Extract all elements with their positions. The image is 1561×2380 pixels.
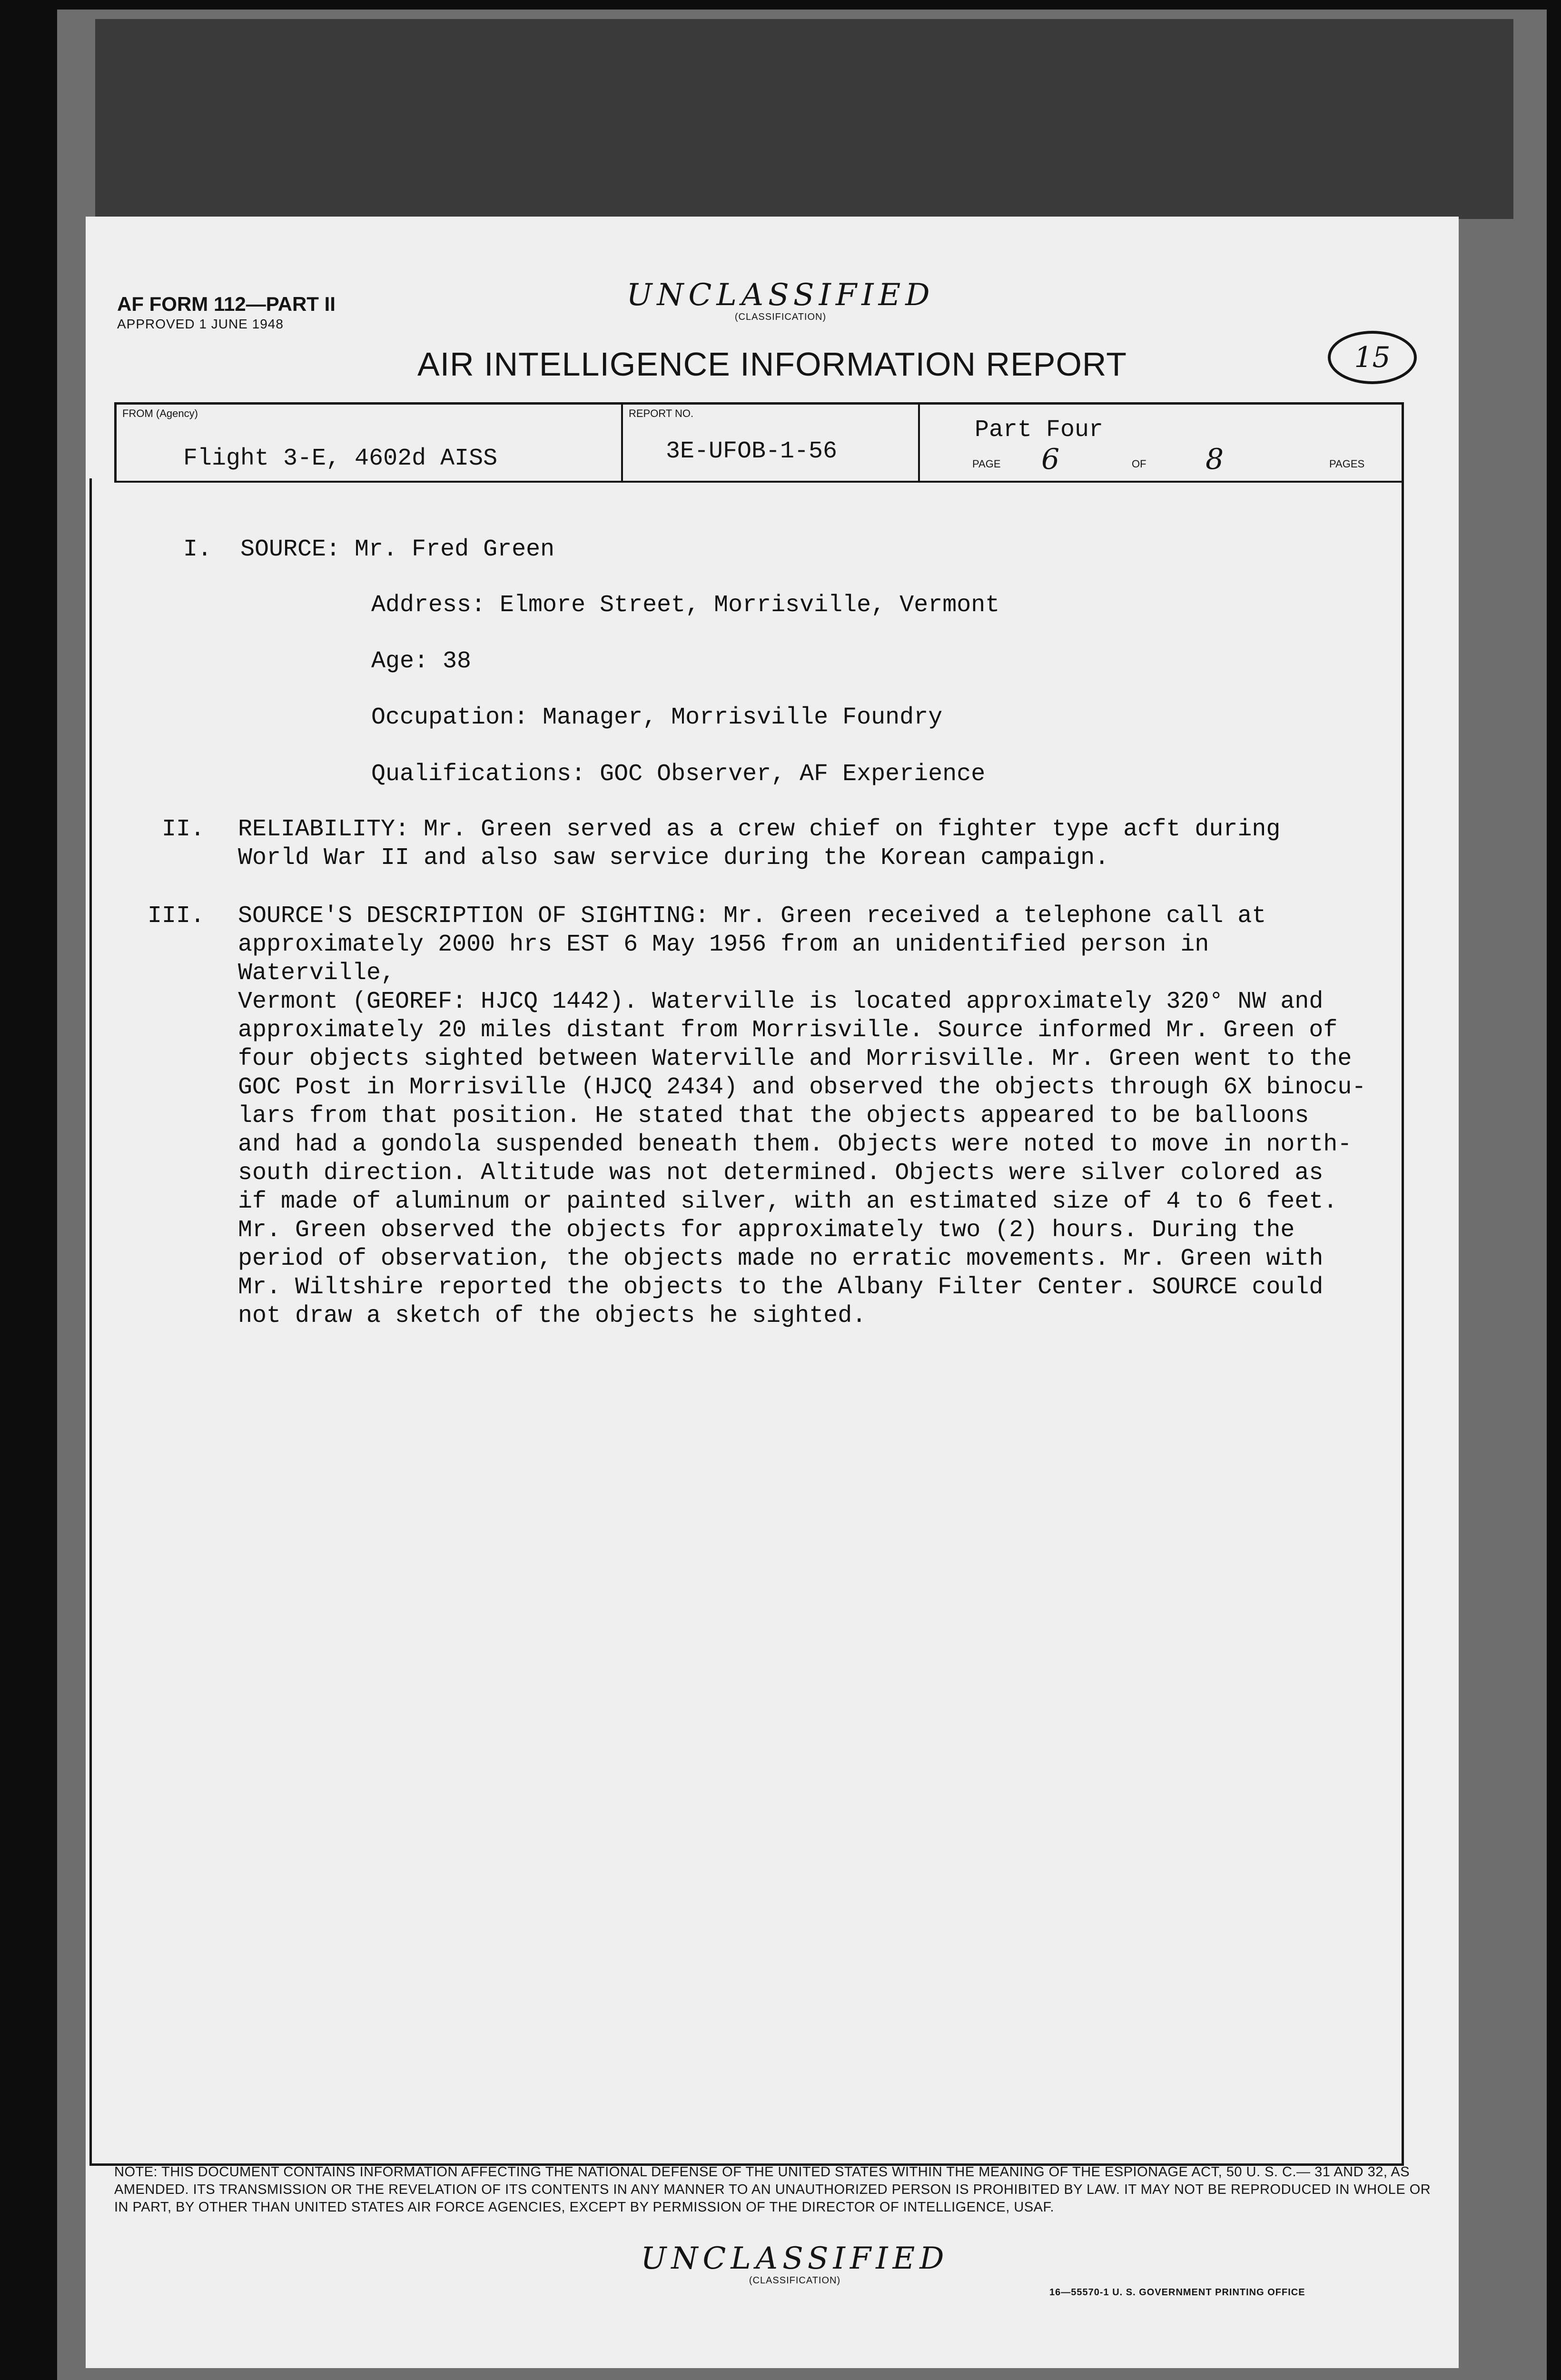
classification-top (566, 278, 995, 323)
form-approved-date: APPROVED 1 JUNE 1948 (117, 317, 284, 331)
report-title: AIR INTELLIGENCE INFORMATION REPORT (417, 346, 1127, 383)
report-page (86, 217, 1459, 2368)
espionage-act-notice: NOTE: THIS DOCUMENT CONTAINS INFORMATION AFFECTING THE NATIONAL DEFENSE OF THE UNITED STATES WITHIN THE MEANING OF THE ESPIONAGE ACT, 50 U. S. C.— 31 AND 32, AS AMENDED. ITS TRANSMISSION OR THE REVELATION OF ITS CONTENTS IN ANY MANNER TO AN UNAUTHORIZED PERSON IS PROHIBITED BY LAW. IT MAY NOT BE REPRODUCED IN WHOLE OR IN PART, BY OTHER THAN UNITED STATES AIR FORCE AGENCIES, EXCEPT BY PERMISSION OF THE DIRECTOR OF INTELLIGENCE, USAF. (114, 2164, 1431, 2215)
source-row (183, 536, 554, 564)
classification-bottom (581, 2242, 1009, 2286)
address-label: Address: (371, 592, 486, 619)
occupation-value: Manager, Morrisville Foundry (543, 704, 943, 731)
qualifications-label: Qualifications: (371, 761, 586, 788)
address-row (371, 591, 999, 620)
classification-top-value: UNCLASSIFIED (626, 278, 935, 313)
source-label: SOURCE: (240, 536, 341, 563)
qualifications-row (371, 760, 985, 789)
page-value: 6 (1041, 443, 1060, 476)
age-row (371, 647, 471, 676)
report-header-box (114, 402, 1404, 483)
from-agency-cell (117, 405, 623, 481)
from-agency-label: FROM (Agency) (122, 407, 198, 419)
from-agency-value: Flight 3-E, 4602d AISS (183, 445, 498, 472)
source-number: I. (183, 536, 212, 563)
report-no-value: 3E-UFOB-1-56 (666, 438, 838, 465)
sighting-description-number: III. (148, 902, 205, 930)
report-no-label: REPORT NO. (629, 407, 694, 419)
reliability-section (162, 815, 1390, 873)
sighting-description-text: SOURCE'S DESCRIPTION OF SIGHTING: Mr. Green received a telephone call at approximately 2000 hrs EST 6 May 1956 from an unidentified person in Waterville, Vermont (GEOREF: HJCQ 1442). Waterville is located approximately 320° NW and approximately 20 miles distant from Morrisville. Source informed Mr. Green of four objects sighted between Waterville and Morrisville. Mr. Green went to the GOC Post in Morrisville (HJCQ 2434) and observed the objects through 6X binocu- lars from that position. He stated that the objects appeared to be balloons and had a gondola suspended beneath them. Objects were noted to move in north- south direction. Altitude was not determined. Objects were silver colored as if made of aluminum or painted silver, with an estimated size of 4 to 6 feet. Mr. Green observed the objects for approximately two (2) hours. During the period of observation, the objects made no erratic movements. Mr. Green with Mr. Wiltshire reported the objects to the Albany Filter Center. SOURCE could not draw a sketch of the objects he sighted. (238, 902, 1366, 1329)
qualifications-value: GOC Observer, AF Experience (600, 761, 986, 788)
sighting-description-section (148, 902, 1375, 1330)
form-id: AF FORM 112—PART II (117, 293, 336, 315)
age-value: 38 (443, 648, 472, 675)
classification-top-caption: (CLASSIFICATION) (734, 312, 827, 322)
classification-bottom-caption: (CLASSIFICATION) (749, 2275, 841, 2286)
occupation-row (371, 704, 942, 732)
pages-label: PAGES (1329, 458, 1365, 470)
reliability-number: II. (162, 816, 205, 843)
page-cell (920, 405, 1402, 481)
page-number-circle: 15 (1328, 331, 1417, 384)
classification-bottom-value: UNCLASSIFIED (641, 2241, 949, 2276)
source-name: Mr. Fred Green (355, 536, 555, 563)
occupation-label: Occupation: (371, 704, 529, 731)
of-value: 8 (1205, 443, 1224, 476)
part-value: Part Four (975, 416, 1104, 444)
reliability-text: RELIABILITY: Mr. Green served as a crew chief on fighter type acft during World War II and also saw service during the Korean campaign. (238, 816, 1281, 872)
page-label: PAGE (972, 458, 1001, 470)
report-no-cell (623, 405, 920, 481)
address-value: Elmore Street, Morrisville, Vermont (500, 592, 1000, 619)
scan-top-shadow (95, 19, 1513, 219)
of-label: OF (1132, 458, 1146, 470)
age-label: Age: (371, 648, 429, 675)
printing-office-mark: 16—55570-1 U. S. GOVERNMENT PRINTING OFFICE (1049, 2287, 1305, 2298)
